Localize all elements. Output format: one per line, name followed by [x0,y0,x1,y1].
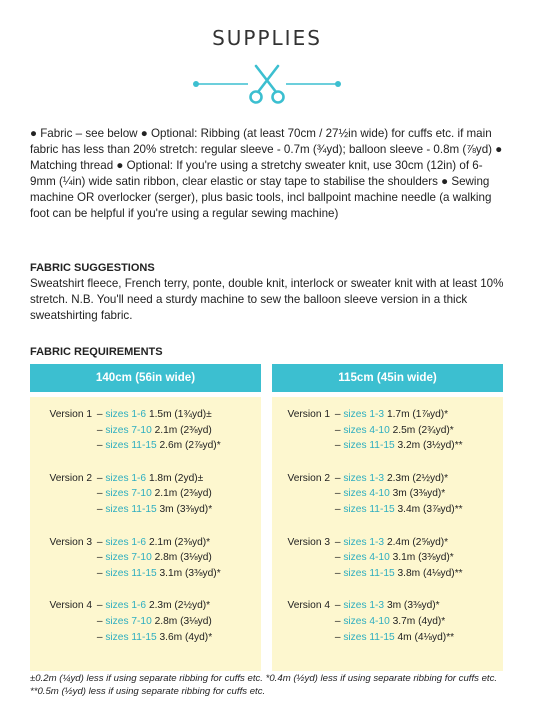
version-block [30,407,261,454]
fabric-amount: 1.7m (1⅞yd)* [386,409,449,420]
fabric-amount: 3.4m (3⅞yd)** [397,503,463,515]
column-header: 115cm (45in wide) [272,364,503,392]
fabric-requirements-heading: FABRIC REQUIREMENTS [30,346,163,358]
size-row [272,614,503,630]
fabric-amount: 2.6m (2⅞yd)* [159,440,221,452]
size-row [30,566,261,582]
version-block [30,535,261,582]
version-label: Version 4 [287,600,330,612]
size-row [272,486,503,502]
size-range: sizes 11-15 [105,440,157,452]
version-label: Version 1 [49,409,92,420]
size-range: sizes 1-3 [343,536,385,548]
fabric-amount: 3m (3⅜yd)* [159,503,213,515]
size-row [272,630,503,646]
version-block [30,598,261,645]
version-label: Version 2 [287,472,330,484]
scissors-divider [190,62,344,106]
dash: – [332,440,344,452]
size-range: sizes 1-6 [105,600,147,612]
size-range: sizes 11-15 [343,440,395,452]
fabric-amount: 3m (3⅜yd)* [386,600,440,612]
dash: – [94,440,106,452]
size-row [272,438,503,454]
dash: – [332,409,344,420]
size-range: sizes 7-10 [105,615,152,627]
size-range: sizes 1-3 [343,409,385,420]
size-row [30,630,261,646]
scissors-icon [251,66,284,103]
size-row [30,535,261,551]
fabric-amount: 3.6m (4yd)* [159,631,213,643]
fabric-amount: 3.2m (3½yd)** [397,440,463,452]
fabric-amount: 2.5m (2¾yd)* [392,424,454,436]
dash: – [332,615,344,627]
size-row [30,502,261,518]
version-label: Version 1 [287,409,330,420]
version-block [272,598,503,645]
fabric-amount: 2.8m (3⅛yd) [154,552,212,564]
version-block [30,471,261,518]
size-row [272,407,503,423]
size-row [30,486,261,502]
dash: – [94,536,106,548]
size-range: sizes 1-3 [343,600,385,612]
dash: – [94,488,106,500]
footnote: ±0.2m (¼yd) less if using separate ribbing for cuffs etc. *0.4m (½yd) less if using separate ribbing for cuffs etc. **0.5m (½yd) less if using separate ribbing for cuffs etc. [30,673,498,697]
size-row [30,438,261,454]
column-header: 140cm (56in wide) [30,364,261,392]
dash: – [94,552,106,564]
version-label: Version 4 [49,600,92,612]
fabric-amount: 3.7m (4yd)* [392,615,446,627]
fabric-amount: 4m (4⅛yd)** [397,631,455,643]
dash: – [332,631,344,643]
column-body [272,397,503,671]
fabric-suggestions-text: Sweatshirt fleece, French terry, ponte, double knit, interlock or sweater knit with at least 10% stretch. N.B. You'll need a sturdy machine to sew the balloon sleeve version in a thick sweatshirting fabric. [30,277,504,322]
column-body [30,397,261,671]
dash: – [94,567,106,579]
dash: – [94,472,106,484]
size-range: sizes 1-6 [105,536,147,548]
dash: – [332,552,344,564]
size-row [272,471,503,487]
size-row [30,614,261,630]
fabric-amount: 2.1m (2⅜yd)* [148,536,211,548]
fabric-amount: 2.8m (3⅛yd) [154,615,212,627]
fabric-amount: 2.3m (2½yd)* [148,600,211,612]
size-range: sizes 11-15 [343,567,395,579]
size-range: sizes 11-15 [343,503,395,515]
version-label: Version 3 [287,536,330,548]
version-label: Version 2 [49,472,92,484]
dash: – [94,424,106,436]
dash: – [94,631,106,643]
dash: – [94,600,106,612]
fabric-amount: 3m (3⅜yd)* [392,488,446,500]
size-range: sizes 7-10 [105,552,152,564]
version-block [272,407,503,454]
size-row [272,423,503,439]
size-range: sizes 11-15 [105,567,157,579]
version-block [272,535,503,582]
size-row [272,502,503,518]
fabric-amount: 1.5m (1¾yd)± [148,409,212,420]
size-range: sizes 1-3 [343,472,385,484]
size-row [272,598,503,614]
size-range: sizes 4-10 [343,615,390,627]
size-range: sizes 4-10 [343,488,390,500]
size-row [30,550,261,566]
dash: – [94,615,106,627]
size-range: sizes 1-6 [105,409,147,420]
size-range: sizes 4-10 [343,552,390,564]
dash: – [332,472,344,484]
size-range: sizes 11-15 [343,631,395,643]
size-range: sizes 11-15 [105,503,157,515]
dash: – [332,424,344,436]
fabric-amount: 2.3m (2½yd)* [386,472,449,484]
size-range: sizes 7-10 [105,488,152,500]
version-label: Version 3 [49,536,92,548]
dash: – [332,488,344,500]
size-row [272,550,503,566]
dash: – [332,536,344,548]
size-range: sizes 11-15 [105,631,157,643]
size-row [30,471,261,487]
divider-left [193,81,248,87]
supplies-list: ● Fabric – see below ● Optional: Ribbing (at least 70cm / 27½in wide) for cuffs etc. if main fabric has less than 20% stretch: regular sleeve - 0.7m (¾yd); balloon sleeve - 0.8m (⅞yd) ● Matching thread ● Optional: If you're using a stretchy sweater knit, use 30cm (12in) of 6-9mm (¼in) wide satin ribbon, clear elastic or stay tape to stabilise the shoulders ● Sewing machine OR overlocker (serger), plus basic tools, incl ballpoint machine needle (a walking foot can be helpful if you're using a regular sewing machine) [30,127,503,220]
size-range: sizes 4-10 [343,424,390,436]
size-row [30,407,261,423]
version-block [272,471,503,518]
fabric-amount: 2.1m (2⅜yd) [154,488,212,500]
dash: – [94,503,106,515]
requirements-column-140cm [30,364,261,666]
fabric-suggestions-heading: FABRIC SUGGESTIONS [30,262,155,274]
dash: – [332,503,344,515]
fabric-amount: 3.1m (3⅜yd)* [392,552,454,564]
fabric-amount: 3.1m (3⅜yd)* [159,567,221,579]
dash: – [332,567,344,579]
dash: – [94,409,106,420]
divider-right [286,81,341,87]
size-row [272,566,503,582]
fabric-amount: 1.8m (2yd)± [148,472,204,484]
size-row [30,423,261,439]
fabric-amount: 2.1m (2⅜yd) [154,424,212,436]
requirements-column-115cm [272,364,503,666]
size-row [272,535,503,551]
fabric-amount: 3.8m (4⅛yd)** [397,567,463,579]
dash: – [332,600,344,612]
page-title: SUPPLIES [212,26,322,50]
size-range: sizes 7-10 [105,424,152,436]
fabric-amount: 2.4m (2⅝yd)* [386,536,449,548]
size-range: sizes 1-6 [105,472,147,484]
size-row [30,598,261,614]
